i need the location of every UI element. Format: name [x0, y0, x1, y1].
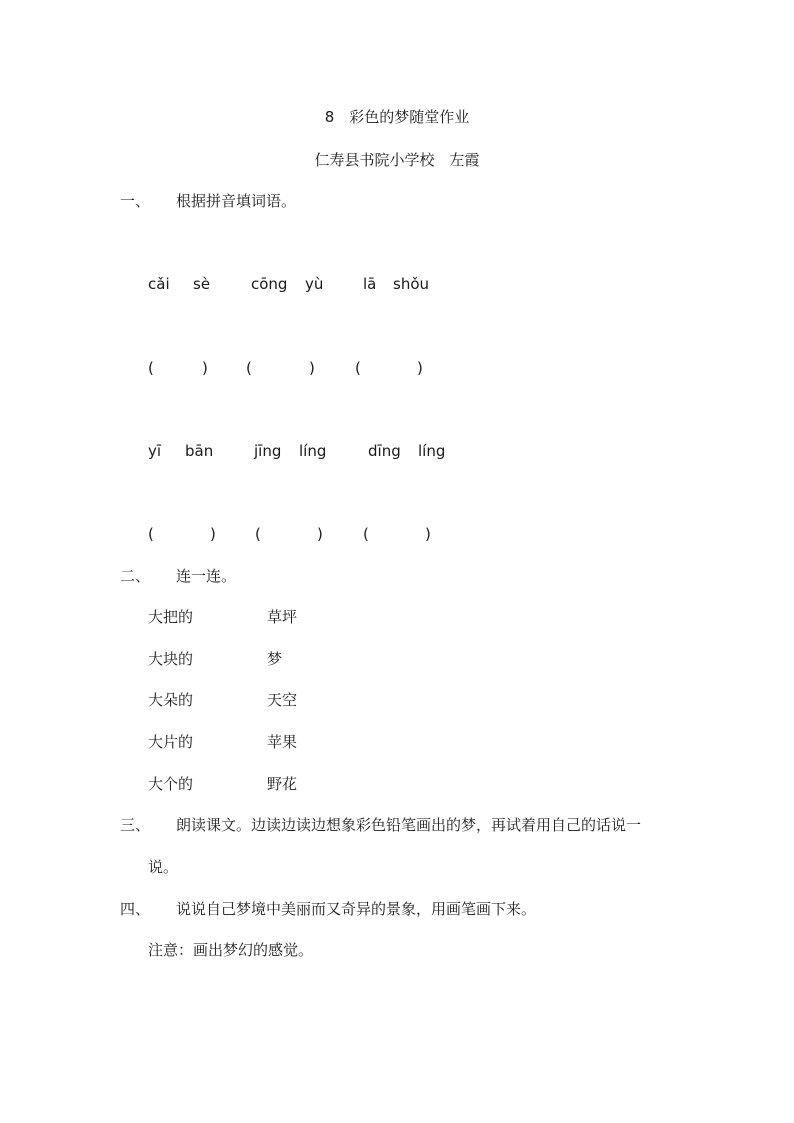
answer-blank-5-open: ( — [255, 525, 261, 543]
match-left-item: 大把的 — [148, 608, 194, 626]
pinyin-5a: jīng — [254, 442, 282, 460]
q3-instruction: 朗读课文。边读边读边想象彩色铅笔画出的梦，再试着用自己的话说一 — [176, 816, 642, 834]
pinyin-5b: líng — [299, 442, 327, 460]
match-right-item: 草坪 — [267, 608, 298, 626]
pinyin-1a: cǎi — [148, 275, 170, 293]
match-right-item: 天空 — [267, 691, 298, 709]
answer-blank-6-close: ) — [425, 525, 431, 543]
answer-blank-5-close: ) — [317, 525, 323, 543]
author-line: 仁寿县书院小学校 左霞 — [314, 151, 480, 169]
q2-number: 二、 — [120, 567, 151, 585]
answer-blank-4-open: ( — [148, 525, 154, 543]
q4-instruction: 说说自己梦境中美丽而又奇异的景象，用画笔画下来。 — [176, 900, 537, 918]
pinyin-3a: lā — [363, 275, 377, 293]
match-right-item: 梦 — [267, 650, 283, 668]
q2-instruction: 连一连。 — [176, 567, 237, 585]
answer-blank-2-close: ) — [309, 359, 315, 377]
match-left-item: 大块的 — [148, 650, 194, 668]
match-left-item: 大朵的 — [148, 691, 194, 709]
answer-blank-4-close: ) — [210, 525, 216, 543]
answer-blank-6-open: ( — [363, 525, 369, 543]
q1-instruction: 根据拼音填词语。 — [176, 192, 297, 210]
q4-number: 四、 — [120, 900, 151, 918]
answer-blank-3-open: ( — [355, 359, 361, 377]
q3-instruction-continued: 说。 — [148, 858, 179, 876]
q3-number: 三、 — [120, 816, 151, 834]
pinyin-4b: bān — [185, 442, 214, 460]
pinyin-6b: líng — [418, 442, 446, 460]
answer-blank-3-close: ) — [417, 359, 423, 377]
pinyin-1b: sè — [193, 275, 211, 293]
answer-blank-1-open: ( — [148, 359, 154, 377]
match-left-item: 大个的 — [148, 775, 194, 793]
match-right-item: 苹果 — [267, 733, 298, 751]
q1-number: 一、 — [120, 192, 151, 210]
match-left-item: 大片的 — [148, 733, 194, 751]
pinyin-2b: yù — [305, 275, 324, 293]
answer-blank-1-close: ) — [202, 359, 208, 377]
pinyin-6a: dīng — [368, 442, 401, 460]
match-right-item: 野花 — [267, 775, 298, 793]
pinyin-2a: cōng — [251, 275, 288, 293]
page-title: 8 彩色的梦随堂作业 — [324, 108, 470, 126]
answer-blank-2-open: ( — [246, 359, 252, 377]
pinyin-4a: yī — [148, 442, 162, 460]
pinyin-3b: shǒu — [393, 275, 430, 293]
q4-note: 注意：画出梦幻的感觉。 — [148, 941, 314, 959]
